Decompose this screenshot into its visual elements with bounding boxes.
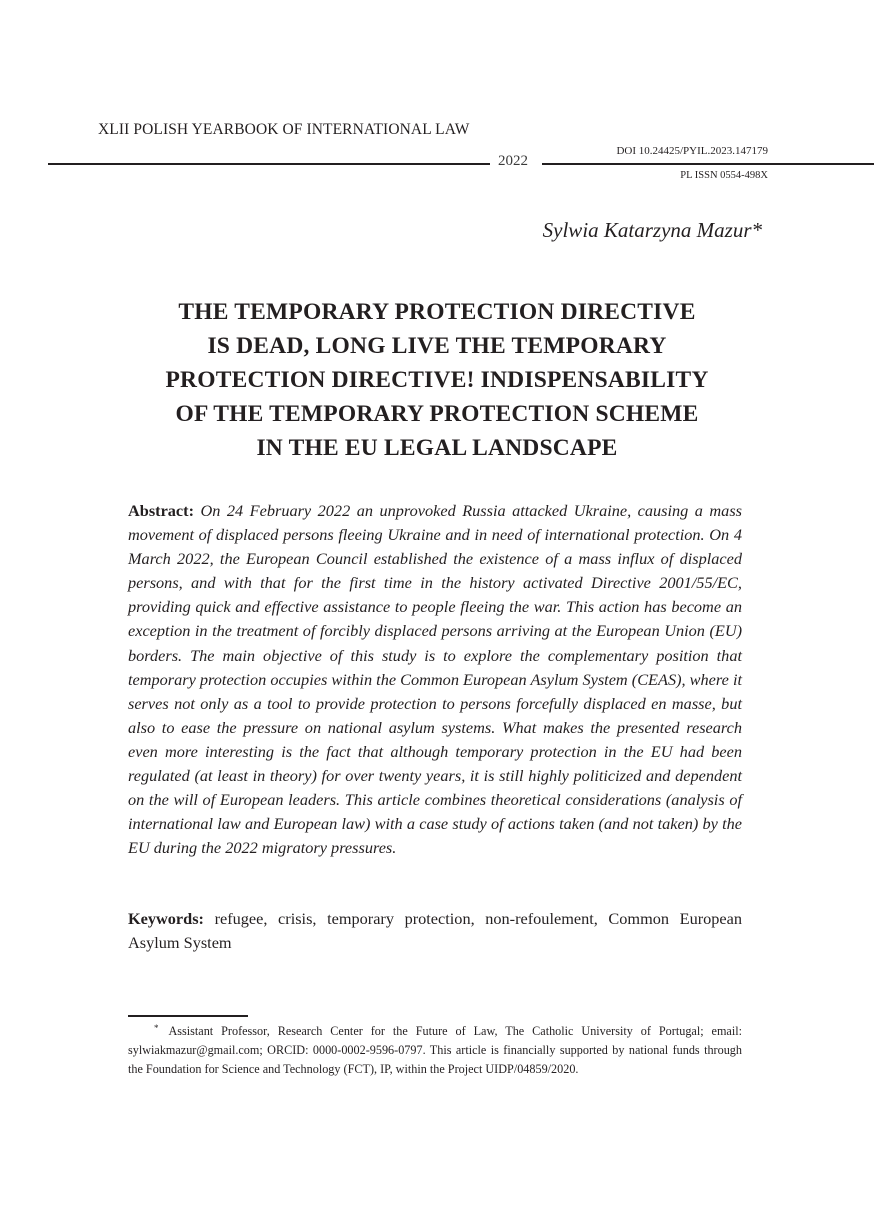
journal-year: 2022 [498, 153, 528, 169]
issn: PL ISSN 0554-498X [680, 170, 768, 181]
title-line: THE TEMPORARY PROTECTION DIRECTIVE [178, 299, 696, 325]
author-name: Sylwia Katarzyna Mazur* [542, 218, 762, 242]
article-title [100, 295, 774, 465]
abstract-text: On 24 February 2022 an unprovoked Russia attacked Ukraine, causing a mass movement of displaced persons fleeing Ukraine and in need of international protection. On 4 March 2022, the European Council established the existence of a mass influx of displaced persons, and with that for the first time in the history activated Directive 2001/55/EC, providing quick and effective assistance to people fleeing the war. This action has become an exception in the treatment of forcibly displaced persons arriving at the European Union (EU) borders. The main objective of this study is to explore the complementary position that temporary protection occupies within the Common European Asylum System (CEAS), where it serves not only as a tool to provide protection to persons forcefully displaced en masse, but also to ease the pressure on national asylum systems. What makes the presented research even more interesting is the fact that although temporary protection in the EU had been regulated (at least in theory) for over twenty years, it is still highly politicized and dependent on the will of European leaders. This article combines theoretical considerations (analysis of international law and European law) with a case study of actions taken (and not taken) by the EU during the 2022 migratory pressures. [128, 501, 742, 858]
title-line: IS DEAD, LONG LIVE THE TEMPORARY [207, 333, 667, 359]
keywords-label: Keywords: [128, 909, 204, 928]
footnote-mark: * [154, 1023, 159, 1033]
title-line: OF THE TEMPORARY PROTECTION SCHEME [175, 401, 699, 427]
header-rule-left [48, 163, 490, 165]
footnote-text: Assistant Professor, Research Center for the Future of Law, The Catholic University of Portugal; email: sylwiakmazur@gmail.com; ORCID: 0000-0002-9596-0797. This article is financially supported by national funds through the Foundation for Science and Technology (FCT), IP, within the Project UIDP/04859/2020. [128, 1024, 742, 1076]
footnote-rule [128, 1015, 248, 1017]
keywords [128, 907, 742, 955]
header-rule-right [542, 163, 874, 165]
abstract [128, 499, 742, 860]
title-line: IN THE EU LEGAL LANDSCAPE [256, 435, 618, 461]
abstract-label: Abstract: [128, 501, 195, 520]
journal-title: XLII POLISH YEARBOOK OF INTERNATIONAL LAW [98, 121, 470, 138]
title-line: PROTECTION DIRECTIVE! INDISPENSABILITY [165, 367, 709, 393]
doi: DOI 10.24425/PYIL.2023.147179 [616, 145, 768, 157]
keywords-text: refugee, crisis, temporary protection, non-refoulement, Common European Asylum System [128, 909, 743, 952]
footnote [128, 1019, 742, 1079]
